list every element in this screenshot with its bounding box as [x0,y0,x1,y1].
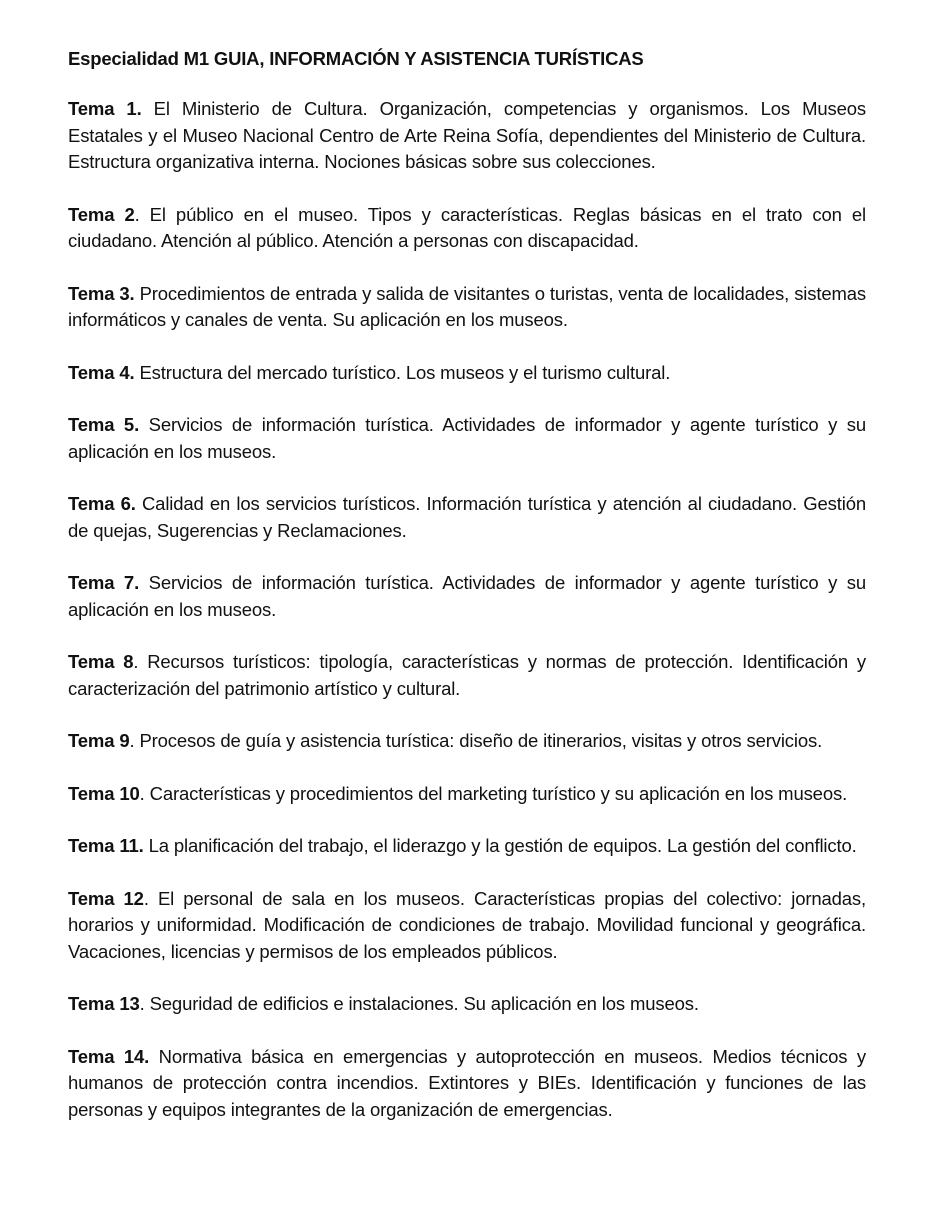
tema-text: Servicios de información turística. Actividades de informador y agente turístico y su aplicación en los museos. [68,414,866,462]
tema-label: Tema 10 [68,782,140,804]
tema-label: Tema 6. [68,493,136,514]
tema-label: Tema 13 [68,993,140,1014]
tema-text: Estructura del mercado turístico. Los museos y el turismo cultural. [134,361,671,383]
tema-label: Tema 12 [68,887,144,909]
tema-text: . El personal de sala en los museos. Características propias del colectivo: jornadas, horarios y uniformidad. Modificación de condiciones de trabajo. Movilidad funcional y geográfica. Vacaciones, licencias y permisos de los empleados públicos. [68,887,867,962]
tema-paragraph [68,781,866,808]
tema-label: Tema 2 [68,203,135,225]
tema-label: Tema 7. [68,572,140,593]
tema-label: Tema 4. [68,361,135,383]
tema-text: . Procesos de guía y asistencia turística: diseño de itinerarios, visitas y otros servicios. [129,730,823,751]
document-page [68,46,866,1149]
tema-label: Tema 8 [68,651,134,672]
tema-text: La planificación del trabajo, el liderazgo y la gestión de equipos. La gestión del conflicto. [143,835,857,856]
tema-paragraph [68,412,866,465]
tema-paragraph [68,833,866,860]
tema-text: El Ministerio de Cultura. Organización, competencias y organismos. Los Museos Estatales y el Museo Nacional Centro de Arte Reina Sofía, dependientes del Ministerio de Cultura. Estructura organizativa interna. Nociones básicas sobre sus colecciones. [68,98,866,172]
tema-paragraph [68,491,866,544]
tema-paragraph [68,360,866,387]
tema-paragraph [68,649,866,702]
tema-text: . Recursos turísticos: tipología, características y normas de protección. Identificación y caracterización del patrimonio artístico y cultural. [68,651,866,699]
document-heading: Especialidad M1 GUIA, INFORMACIÓN Y ASISTENCIA TURÍSTICAS [68,48,644,69]
tema-paragraph [68,886,866,966]
tema-label: Tema 11. [68,835,144,856]
tema-label: Tema 14. [68,1045,150,1067]
tema-text: Calidad en los servicios turísticos. Información turística y atención al ciudadano. Gestión de quejas, Sugerencias y Reclamaciones. [68,493,866,541]
tema-paragraph [68,202,866,255]
tema-paragraph [68,96,866,176]
tema-text: Servicios de información turística. Actividades de informador y agente turístico y su aplicación en los museos. [68,572,866,620]
tema-label: Tema 5. [68,414,140,435]
tema-text: . Seguridad de edificios e instalaciones. Su aplicación en los museos. [139,993,699,1014]
tema-label: Tema 9 [68,730,130,751]
tema-paragraph [68,570,866,623]
tema-paragraph [68,1044,866,1124]
tema-text: . El público en el museo. Tipos y características. Reglas básicas en el trato con el ciudadano. Atención al público. Atención a personas con discapacidad. [68,203,866,251]
tema-paragraph [68,281,866,334]
tema-label: Tema 3. [68,282,135,304]
tema-text: Procedimientos de entrada y salida de visitantes o turistas, venta de localidades, sistemas informáticos y canales de venta. Su aplicación en los museos. [68,282,866,330]
tema-text: . Características y procedimientos del marketing turístico y su aplicación en los museos. [139,782,848,804]
tema-paragraph [68,728,866,755]
tema-paragraph [68,991,866,1018]
tema-text: Normativa básica en emergencias y autoprotección en museos. Medios técnicos y humanos de protección contra incendios. Extintores y BIEs. Identificación y funciones de las personas y equipos integrantes de la organización de emergencias. [68,1045,866,1120]
tema-label: Tema 1. [68,98,142,119]
